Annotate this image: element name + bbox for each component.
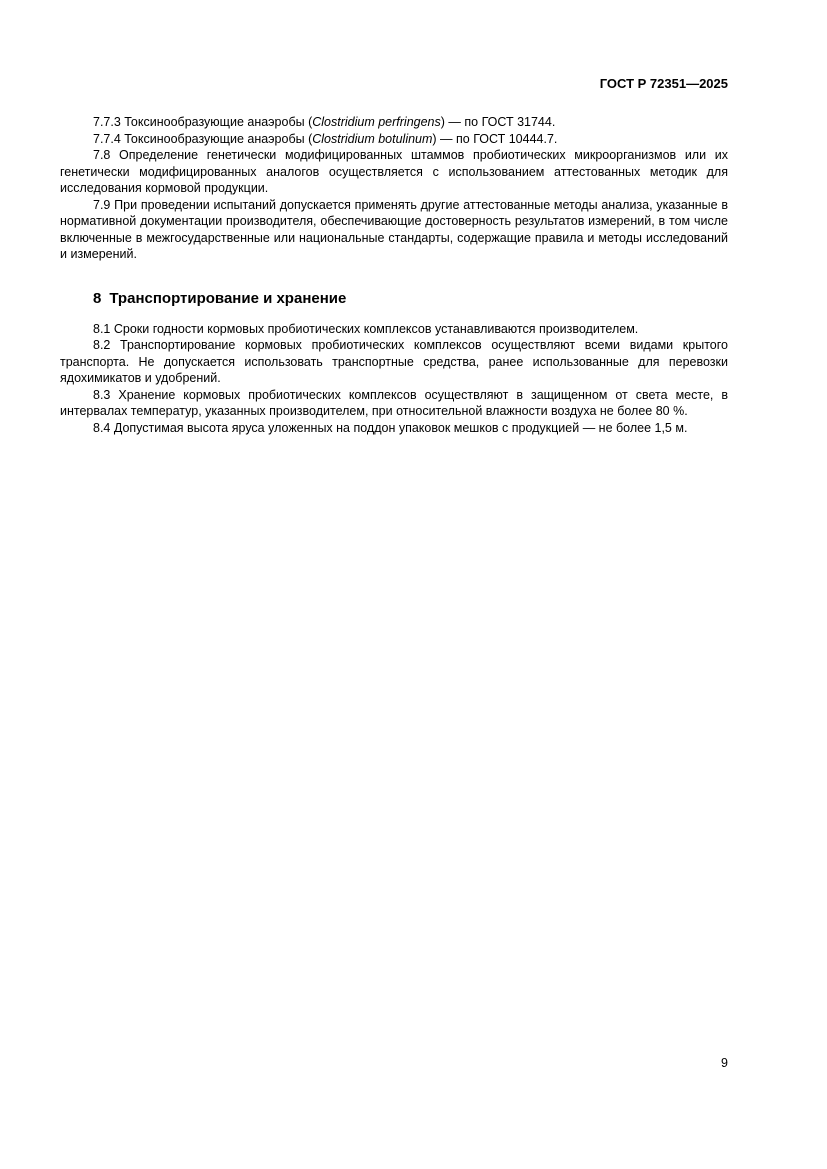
document-header-id: ГОСТ Р 72351—2025 (599, 76, 728, 91)
paragraph-8-2: 8.2 Транспортирование кормовых пробиотических комплексов осуществляют всеми видами крытого транспорта. Не допускается использовать транспортные средства, ранее использованные для перевозки ядохимикатов и удобрений. (60, 338, 728, 385)
paragraph-7-7-4-prefix: 7.7.4 Токсинообразующие анаэробы ( (93, 131, 313, 146)
organism-name-perfringens: Clostridium perfringens (312, 115, 441, 129)
section-8-number: 8 (93, 289, 102, 307)
organism-name-botulinum: Clostridium botulinum (312, 131, 433, 146)
paragraph-8-3: 8.3 Хранение кормовых пробиотических комплексов осуществляют в защищенном от света месте, в интервалах температур, указанных производителем, при относительной влажности воздуха не более 80 %. (60, 387, 728, 418)
paragraph-7-7-3-suffix: ) — по ГОСТ 31744. (440, 115, 556, 129)
paragraph-7-7-4-suffix: ) — по ГОСТ 10444.7. (432, 131, 558, 146)
paragraph-7-9: 7.9 При проведении испытаний допускается применять другие аттестованные методы анализа, указанные в нормативной документации производителя, обеспечивающие достоверность результатов измерений, в том числе включенные в межгосударственные или национальные стандарты, содержащие правила и методы исследований и измерений. (60, 197, 728, 261)
paragraph-7-7-3 (60, 114, 728, 131)
paragraph-8-1: 8.1 Сроки годности кормовых пробиотических комплексов устанавливаются производителем. (93, 321, 639, 336)
page-number: 9 (721, 1056, 728, 1070)
document-body (60, 114, 728, 436)
section-8-title: Транспортирование и хранение (109, 289, 347, 307)
paragraph-7-7-4 (60, 131, 728, 148)
section-8-heading (93, 289, 728, 309)
paragraph-8-4: 8.4 Допустимая высота яруса уложенных на поддон упаковок мешков с продукцией — не более 1,5 м. (93, 420, 688, 435)
paragraph-7-8: 7.8 Определение генетически модифицированных штаммов пробиотических микроорганизмов или их генетически модифицированных аналогов осуществляется с использованием аттестованных методик для исследования кормовой продукции. (60, 148, 728, 195)
paragraph-7-7-3-prefix: 7.7.3 Токсинообразующие анаэробы ( (93, 115, 313, 129)
